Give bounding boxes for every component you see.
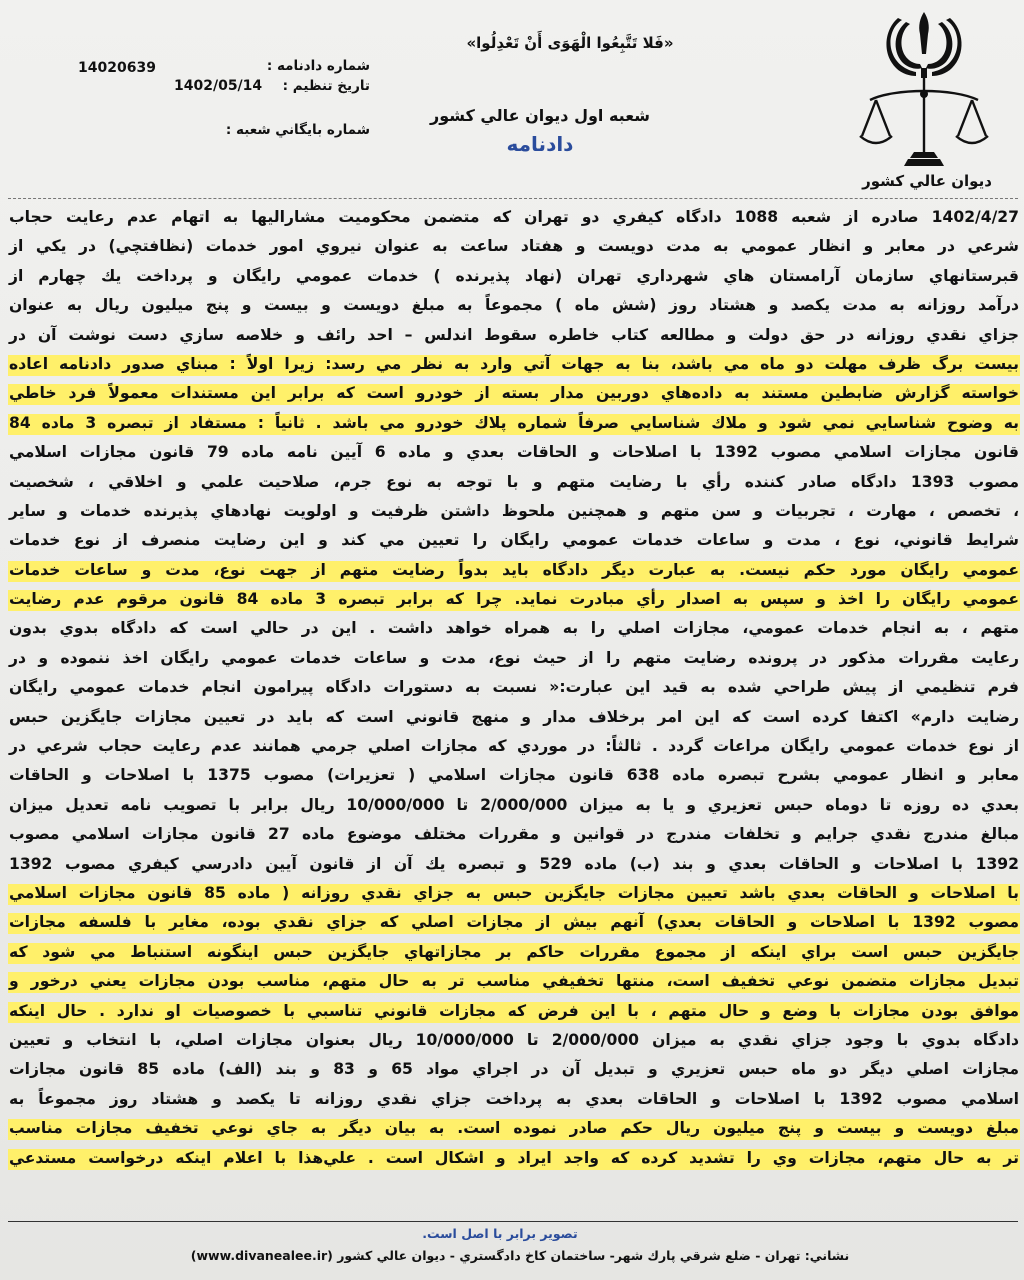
archive-number-label: شماره بايگاني شعبه : xyxy=(225,122,370,138)
body-line xyxy=(8,908,1020,937)
court-name-under-emblem: ديوان عالي كشور xyxy=(862,172,992,190)
body-line xyxy=(8,761,1020,790)
body-line xyxy=(8,703,1020,732)
scales-of-justice-emblem-icon xyxy=(854,8,994,188)
body-line xyxy=(8,321,1020,350)
issue-date-value: 1402/05/14 xyxy=(174,78,263,94)
body-line xyxy=(8,526,1020,555)
body-line xyxy=(8,438,1020,467)
body-line-text: فرم تنظيمي از پيش طراحي شده به قيد اين عبارت:« نسبت به دستورات دادگاه پيرامون انجام خدمات عمومي رايگان xyxy=(9,678,1019,697)
body-line xyxy=(8,614,1020,643)
body-line xyxy=(8,997,1020,1026)
body-line-text: مصوب 1392 با اصلاحات و الحاقات بعدي) آنهم بيش از مجازات اصلي كه جزاي نقدي بوده، مغاير با فلسفه مجازات xyxy=(9,913,1019,932)
body-line-text: مبلغ دويست و بيست و پنج ميليون ريال حكم صادر نموده است. به بيان ديگر به جاي نوعي تخفيف مجازات مناسب xyxy=(9,1119,1019,1138)
body-line-text: دادگاه بدوي با وجود جزاي نقدي به ميزان 2/000/000 تا 10/000/000 ريال بعنوان مجازات اصلي، با انتخاب و تعيين xyxy=(9,1030,1019,1049)
issue-date-label: تاريخ تنظيم : xyxy=(282,78,370,94)
body-line-text: خواسته گزارش ضابطين مستند به داده‌هاي دوربين مدار بسته از خودرو است كه برابر اين مستندات معمولاً فرد خاطي xyxy=(9,384,1019,403)
body-line xyxy=(8,350,1020,379)
body-line xyxy=(8,967,1020,996)
body-line-text: مبالغ مندرج نقدي جرايم و تخلفات مندرج در قوانين و مقررات مختلف موضوع ماده 27 قانون مجازات اسلامي مصوب xyxy=(9,825,1019,844)
body-line xyxy=(8,291,1020,320)
body-line xyxy=(8,468,1020,497)
quran-motto: «فَلا تَتَّبِعُوا الْهَوَى أَنْ تَعْدِلُوا» xyxy=(466,34,674,52)
body-line-text: شرعي در معابر و انظار عمومي به مدت دويست و هفتاد ساعت به عنوان نيروي امور خدمات (نظافتچي) در يكي از xyxy=(9,237,1019,256)
document-title: دادنامه xyxy=(506,132,574,156)
verdict-body xyxy=(8,203,1020,1173)
body-line-text: بيست برگ ظرف مهلت دو ماه مي باشد، بنا به جهات آتي وارد به نظر مي رسد: زيرا اولاً : مبناي صدور دادنامه اعاده xyxy=(9,354,1019,373)
body-line-text: قانون مجازات اسلامي مصوب 1392 با اصلاحات و الحاقات بعدي و ماده 6 آيين نامه ماده 79 قانون مجازات اسلامي xyxy=(9,443,1019,462)
body-line xyxy=(8,262,1020,291)
body-line-text: مصوب 1393 دادگاه صادر كننده رأي با رضايت متهم و با توجه به نوع جرم، صلاحيت علمي و اخلاقي ، شخصيت xyxy=(9,472,1019,491)
body-line-text: جايگزين حبس است براي اينكه از مجموع مقررات حاكم بر مجازاتهاي جايگزين حبس اينگونه استنباط مي شود كه xyxy=(9,942,1019,961)
body-line xyxy=(8,232,1020,261)
body-line xyxy=(8,203,1020,232)
body-line xyxy=(8,1085,1020,1114)
body-line-text: رعايت مقررات مذكور در پرونده رضايت متهم را از حيث نوع، مدت و ساعات خدمات عمومي رايگان اخذ ننموده و در xyxy=(9,648,1019,667)
body-line-text: معابر و انظار عمومي بشرح تبصره ماده 638 قانون مجازات اسلامي ( تعزيرات) مصوب 1375 با اصلاحات و الحاقات xyxy=(9,766,1019,785)
body-line xyxy=(8,1144,1020,1173)
body-line-text: رضايت دارم» اكتفا كرده است كه اين امر برخلاف مدار و منهج قانوني است كه بايد در تعيين مجازات جايگزين حبس xyxy=(9,707,1019,726)
body-line xyxy=(8,556,1020,585)
body-line xyxy=(8,879,1020,908)
branch-name: شعبه اول ديوان عالي كشور xyxy=(430,106,650,125)
body-line xyxy=(8,409,1020,438)
body-line xyxy=(8,673,1020,702)
body-line-text: تبديل مجازات متضمن نوعي تخفيف است، منتها تخفيفي مناسب تر به حال متهم، مناسب بودن مجازات يعني درخور و xyxy=(9,972,1019,991)
body-line-text: تر به حال متهم، مجازات وي را تشديد كرده كه واجد ايراد و اشكال است . علي‌هذا با اعلام اينكه درخواست مستدعي xyxy=(9,1148,1019,1167)
body-line xyxy=(8,791,1020,820)
body-line xyxy=(8,379,1020,408)
body-line-text: بعدي ده روزه تا دوماه حبس تعزيري و يا به ميزان 2/000/000 تا 10/000/000 ريال برابر با تصويب نامه تعديل ميزان xyxy=(9,795,1019,814)
verdict-number-value: 14020639 xyxy=(78,60,156,76)
certified-copy-note: تصوير برابر با اصل است. xyxy=(422,1226,578,1241)
court-address: نشاني: تهران - ضلع شرقي پارك شهر- ساختمان كاخ دادگستري - ديوان عالي كشور (www.divanealee.ir) xyxy=(190,1248,850,1263)
body-line-text: شرايط قانوني، نوع ، مدت و ساعات خدمات عمومي رايگان را تعيين مي كند و اين رضايت منصرف از نوع خدمات xyxy=(9,531,1019,550)
body-line-text: موافق بودن مجازات با وضع و حال متهم ، با اين فرض كه مجازات قانوني تناسبي با خصوصيات او ندارد . حال اينكه xyxy=(9,1001,1019,1020)
verdict-number-label: شماره دادنامه : xyxy=(266,58,370,74)
body-line-text: مجازات اصلي ديگر دو ماه حبس تعزيري و تبديل آن در اجراي مواد 65 و 83 و بند (الف) ماده 85 قانون مجازات xyxy=(9,1060,1019,1079)
body-line-text: به وضوح شناسايي نمي شود و ملاك شناسايي صرفاً شماره پلاك خودرو مي باشد . ثانياً : مستفاد از تبصره 3 ماده 84 xyxy=(9,413,1020,432)
body-line-text: عمومي رايگان مورد حكم نيست. به عبارت ديگر دادگاه بايد بدواً رضايت متهم از جهت نوع، مدت و ساعات خدمات xyxy=(9,560,1019,579)
body-line xyxy=(8,1114,1020,1143)
body-line xyxy=(8,820,1020,849)
body-line-text: متهم ، به انجام خدمات عمومي، مجازات اصلي را به همراه خواهد داشت . اين در حالي است كه دادگاه بدوي بدون xyxy=(9,619,1019,638)
body-line-text: از نوع خدمات عمومي رايگان مراعات گردد . ثالثاً: در موردي كه مجازات اصلي جرمي همانند عدم رعايت حجاب شرعي در xyxy=(9,737,1019,756)
body-line-text: درآمد روزانه به مدت يكصد و هشتاد روز (شش ماه ) مجموعاً به مبلغ دويست و بيست و پنج ميليون ريال به عنوان xyxy=(9,296,1019,315)
body-line xyxy=(8,1055,1020,1084)
body-line-text: ، تخصص ، مهارت ، تجربيات و سن متهم و همچنين ملحوظ داشتن ظرفيت و اولويت نهادهاي پذيرنده خدمات و ساير xyxy=(9,501,1019,520)
body-line-text: 1402/4/27 صادره از شعبه 1088 دادگاه كيفري دو تهران كه متضمن محكوميت مشاراليها به اتهام عدم رعايت حجاب xyxy=(9,208,1019,226)
body-line xyxy=(8,938,1020,967)
body-line xyxy=(8,497,1020,526)
footer-divider xyxy=(8,1221,1018,1222)
body-line-text: عمومي رايگان را اخذ و سپس به اصدار رأي مبادرت نمايد. چرا كه برابر تبصره 3 ماده 84 قانون مرقوم عدم رضايت xyxy=(9,590,1019,609)
body-line xyxy=(8,1026,1020,1055)
body-line-text: با اصلاحات و الحاقات بعدي باشد تعيين مجازات جايگزين حبس به جزاي نقدي روزانه ( ماده 85 قانون مجازات اسلامي xyxy=(9,883,1019,902)
body-line-text: جزاي نقدي روزانه در حق دولت و مطالعه كتاب خاطره سقوط اندلس – احد رائف و خلاصه سازي دست نوشت آن در xyxy=(9,325,1019,344)
body-line xyxy=(8,850,1020,879)
body-line-text: اسلامي مصوب 1392 با اصلاحات و الحاقات بعدي به پرداخت جزاي نقدي روزانه تا يكصد و هشتاد روز مجموعاً به xyxy=(9,1089,1019,1108)
body-line xyxy=(8,732,1020,761)
body-line xyxy=(8,644,1020,673)
body-line xyxy=(8,585,1020,614)
header-divider xyxy=(8,198,1018,199)
body-line-text: 1392 با اصلاحات و الحاقات بعدي و بند (ب) ماده 529 و تبصره يك آن از قانون آيين دادرسي كيفري مصوب 1392 xyxy=(9,854,1020,873)
body-line-text: قبرستانهاي سازمان آرامستان هاي شهرداري تهران (نهاد پذيرنده ) خدمات عمومي رايگان و پرداخت يك چهارم از xyxy=(9,266,1019,285)
